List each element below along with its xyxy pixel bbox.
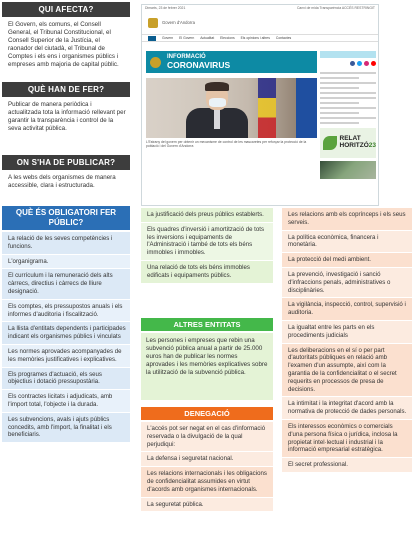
list-item: Els programes d'actuació, els seus objectius i dotació pressupostària.: [2, 368, 130, 391]
site-date: Dimarts, 23 de febrer 2021: [145, 6, 186, 10]
relat-horitzo-banner[interactable]: [320, 128, 376, 158]
list-item: Una relació de tots els béns immobles edificats i equipaments públics.: [141, 261, 273, 284]
altres-entitats-text: Les persones i empreses que rebin una subvenció pública anual a partir de 25.000 euros han de publicar les normes aprovades i les memòries explicatives sobre la utilització de la subvenció pública.: [146, 337, 268, 377]
site-logobar: [142, 12, 378, 34]
list-item: La llista d'entitats dependents i participades indicant els organismes públics i vinculats: [2, 322, 130, 345]
relat-number: 23: [368, 142, 376, 149]
list-item: La vigilància, inspecció, control, supervisió i auditoria.: [282, 298, 412, 321]
covid-banner-line1: INFORMACIÓ: [167, 54, 206, 61]
qui-afecta-text: El Govern, els comuns, el Consell General, el Tribunal Constitucional, el Consell Superior de la Justícia, el raonador del ciutadà, el Tribunal de Comptes i els ens i organismes públics i empreses amb majoria de capital públic.: [8, 21, 119, 69]
right-column: [282, 208, 412, 473]
face-mask: [209, 98, 226, 107]
person-hair: [205, 82, 229, 91]
news-line: [320, 72, 376, 74]
section-title-on-publicar: ON S'HA DE PUBLICAR?: [2, 155, 130, 170]
list-item: Els contractes licitats i adjudicats, amb l'import total, l'objecte i la durada.: [2, 390, 130, 413]
eu-flag-icon: [296, 78, 317, 138]
news-line: [320, 117, 376, 119]
news-line: [320, 112, 359, 114]
twitter-icon[interactable]: [357, 61, 362, 66]
covid-banner-line2: CORONAVIRUS: [167, 59, 231, 70]
news-line: [320, 87, 359, 89]
list-item: La relació de les seves competències i funcions.: [2, 232, 130, 255]
person-shirt: [214, 109, 220, 129]
section-title-altres-entitats: ALTRES ENTITATS: [141, 318, 273, 331]
relat-line1: RELAT: [339, 135, 361, 143]
list-item: La prevenció, investigació i sanció d'infraccions penals, administratives o disciplinàries.: [282, 268, 412, 298]
menu-item[interactable]: Contactes: [275, 36, 292, 40]
relat-line2: HORITZÓ: [339, 142, 369, 149]
site-sidebar: [320, 51, 376, 179]
section-title-qui-afecta: QUI AFECTA?: [2, 2, 130, 17]
news-line: [320, 77, 359, 79]
site-name: Govern d'Andorra: [162, 20, 195, 26]
list-item: La igualtat entre les parts en els procediments judicials: [282, 321, 412, 344]
mini-photo[interactable]: [320, 161, 376, 179]
section-title-obligatori: QUÈ ÉS OBLIGATORI FER PÚBLIC?: [2, 206, 130, 230]
section-title-que-han-de-fer: QUÈ HAN DE FER?: [2, 82, 130, 97]
news-line: [320, 107, 376, 109]
andorra-flag-icon: [258, 78, 276, 138]
list-item: La defensa i seguretat nacional.: [141, 452, 273, 467]
menu-item[interactable]: El Govern: [179, 36, 195, 40]
menu-item[interactable]: Els opinions i altres: [240, 36, 270, 40]
section-title-denegacio: DENEGACIÓ: [141, 407, 273, 420]
govern-seal-icon: [150, 57, 161, 68]
sidebar-search-bar[interactable]: [320, 51, 376, 58]
list-item: Els comptes, els pressupostos anuals i els informes d'auditoria i fiscalització.: [2, 300, 130, 323]
list-item: La seguretat pública.: [141, 498, 273, 513]
list-item: La política econòmica, financera i monetària.: [282, 231, 412, 254]
que-han-de-fer-text: Publicar de manera periòdica i actualitzada tota la informació rellevant per garantir la transparència i control de la seva activitat pública.: [8, 101, 126, 133]
menu-item[interactable]: Actualitat: [200, 36, 215, 40]
news-line: [320, 92, 376, 94]
site-header-links[interactable]: Canvi de mida Transparència ACCÉS RESTRINGIT: [296, 6, 375, 10]
photo-caption: L'Estrany del govern per obtenir un mecanisme de control de les mascaretes per reforçar la protecció de la població i del Govern d'Andorra: [146, 140, 307, 149]
news-line: [320, 97, 376, 99]
denegacio-list: [141, 422, 273, 512]
obligatori-list: [2, 232, 130, 443]
list-item: Les relacions amb els coprínceps i els seus serveis.: [282, 208, 412, 231]
youtube-icon[interactable]: [371, 61, 376, 66]
home-icon[interactable]: [148, 36, 156, 41]
instagram-icon[interactable]: [364, 61, 369, 66]
news-line: [320, 102, 359, 104]
list-item: Les relacions internacionals i les obligacions de confidencialitat assumides en virtut d'acords amb organismes internacionals.: [141, 467, 273, 497]
govern-logo-icon: [148, 18, 158, 28]
list-item: Les subvencions, avals i ajuts públics concedits, amb l'import, la finalitat i els beneficiaris.: [2, 413, 130, 443]
menu-item[interactable]: Govern: [162, 36, 174, 40]
site-topbar: [142, 5, 378, 12]
altres-entitats-box: [141, 333, 273, 400]
left-column: [2, 2, 130, 443]
list-item: Les normes aprovades acompanyades de les memòries justificatives i explicatives.: [2, 345, 130, 368]
on-publicar-text: A les webs dels organismes de manera accessible, clara i estructurada.: [8, 174, 116, 190]
site-menubar: [142, 34, 378, 42]
news-photo[interactable]: [146, 78, 317, 138]
list-item: Els interessos econòmics o comercials d'una persona física o jurídica, inclosa la propietat intel·lectual i industrial i la informació empresarial estratègica.: [282, 420, 412, 458]
news-line: [320, 122, 359, 124]
list-item: La intimitat i la integritat d'acord amb la normativa de protecció de dades personals.: [282, 397, 412, 420]
social-icons: [320, 61, 376, 66]
news-line: [320, 82, 376, 84]
site-main: [146, 51, 317, 148]
coronavirus-banner[interactable]: [146, 51, 317, 73]
denegacio-intro: L'accés pot ser negat en el cas d'informació reservada o la divulgació de la qual perjudiqui:: [141, 422, 273, 452]
middle-column: [141, 208, 273, 284]
leaf-icon: [323, 136, 337, 150]
list-item: Els quadres d'inversió i amortització de tots les inversions i equipaments de l'Administració i també de tots els béns immobles i immobles.: [141, 223, 273, 261]
list-item: El currículum i la remuneració dels alts càrrecs, directius i càrrecs de lliure designació.: [2, 269, 130, 299]
website-screenshot: [141, 4, 379, 206]
list-item: La justificació dels preus públics establerts.: [141, 208, 273, 223]
list-item: La protecció del medi ambient.: [282, 253, 412, 268]
list-item: Les deliberacions en el sí o per part d'autoritats públiques en relació amb l'examen d'un assumpte, així com la garantia de la confidencialitat o el secret requerits en processos de presa de decisions.: [282, 344, 412, 398]
facebook-icon[interactable]: [350, 61, 355, 66]
list-item: L'organigrama.: [2, 255, 130, 270]
list-item: El secret professional.: [282, 458, 412, 473]
menu-item[interactable]: Eleccions: [220, 36, 235, 40]
